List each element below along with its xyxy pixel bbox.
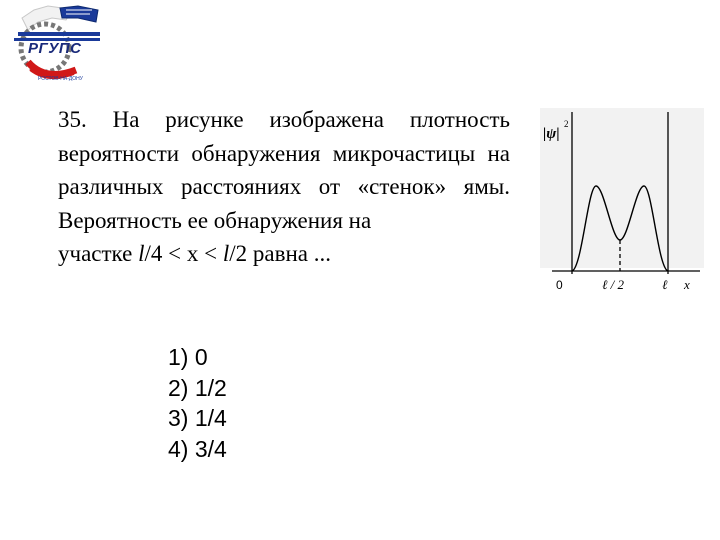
length-symbol-1: l — [138, 241, 145, 266]
probability-density-graph — [540, 108, 710, 298]
x-axis-label: x — [684, 277, 690, 292]
question-line-3: микрочастицы на различных — [58, 140, 510, 199]
logo-text: РГУПС — [28, 40, 82, 57]
answer-list — [168, 342, 227, 464]
question-line-6-mid: /4 < x < — [144, 241, 223, 266]
question-line-5: Вероятность ее обнаружения на — [58, 207, 372, 233]
half-length-label: ℓ / 2 — [602, 277, 625, 292]
question-line-6-post: /2 равна ... — [229, 241, 331, 266]
length-symbol-2: l — [222, 241, 230, 266]
answer-option-2[interactable]: 2) 1/2 — [168, 374, 227, 401]
logo-arc-text: РОСТОВ-НА-ДОНУ — [38, 76, 83, 82]
origin-label: 0 — [556, 278, 563, 292]
question-line-6-pre: участке — [58, 241, 139, 266]
question-line-2: вероятности обнаружения — [58, 140, 321, 166]
question-text — [58, 103, 510, 271]
question-line-4: расстояниях от «стенок» ямы. — [181, 174, 511, 199]
length-label: ℓ — [662, 277, 668, 292]
y-axis-exponent: 2 — [564, 119, 569, 129]
answer-option-4[interactable]: 4) 3/4 — [168, 435, 227, 462]
y-axis-label: |ψ| — [543, 126, 560, 142]
answer-option-1[interactable]: 1) 0 — [168, 344, 208, 370]
rgups-logo — [0, 0, 110, 85]
density-curve — [572, 186, 668, 271]
answer-option-3[interactable]: 3) 1/4 — [168, 405, 227, 431]
graph-svg — [540, 108, 710, 298]
question-line-1: 35. На рисунке изображена плотность — [58, 107, 510, 132]
